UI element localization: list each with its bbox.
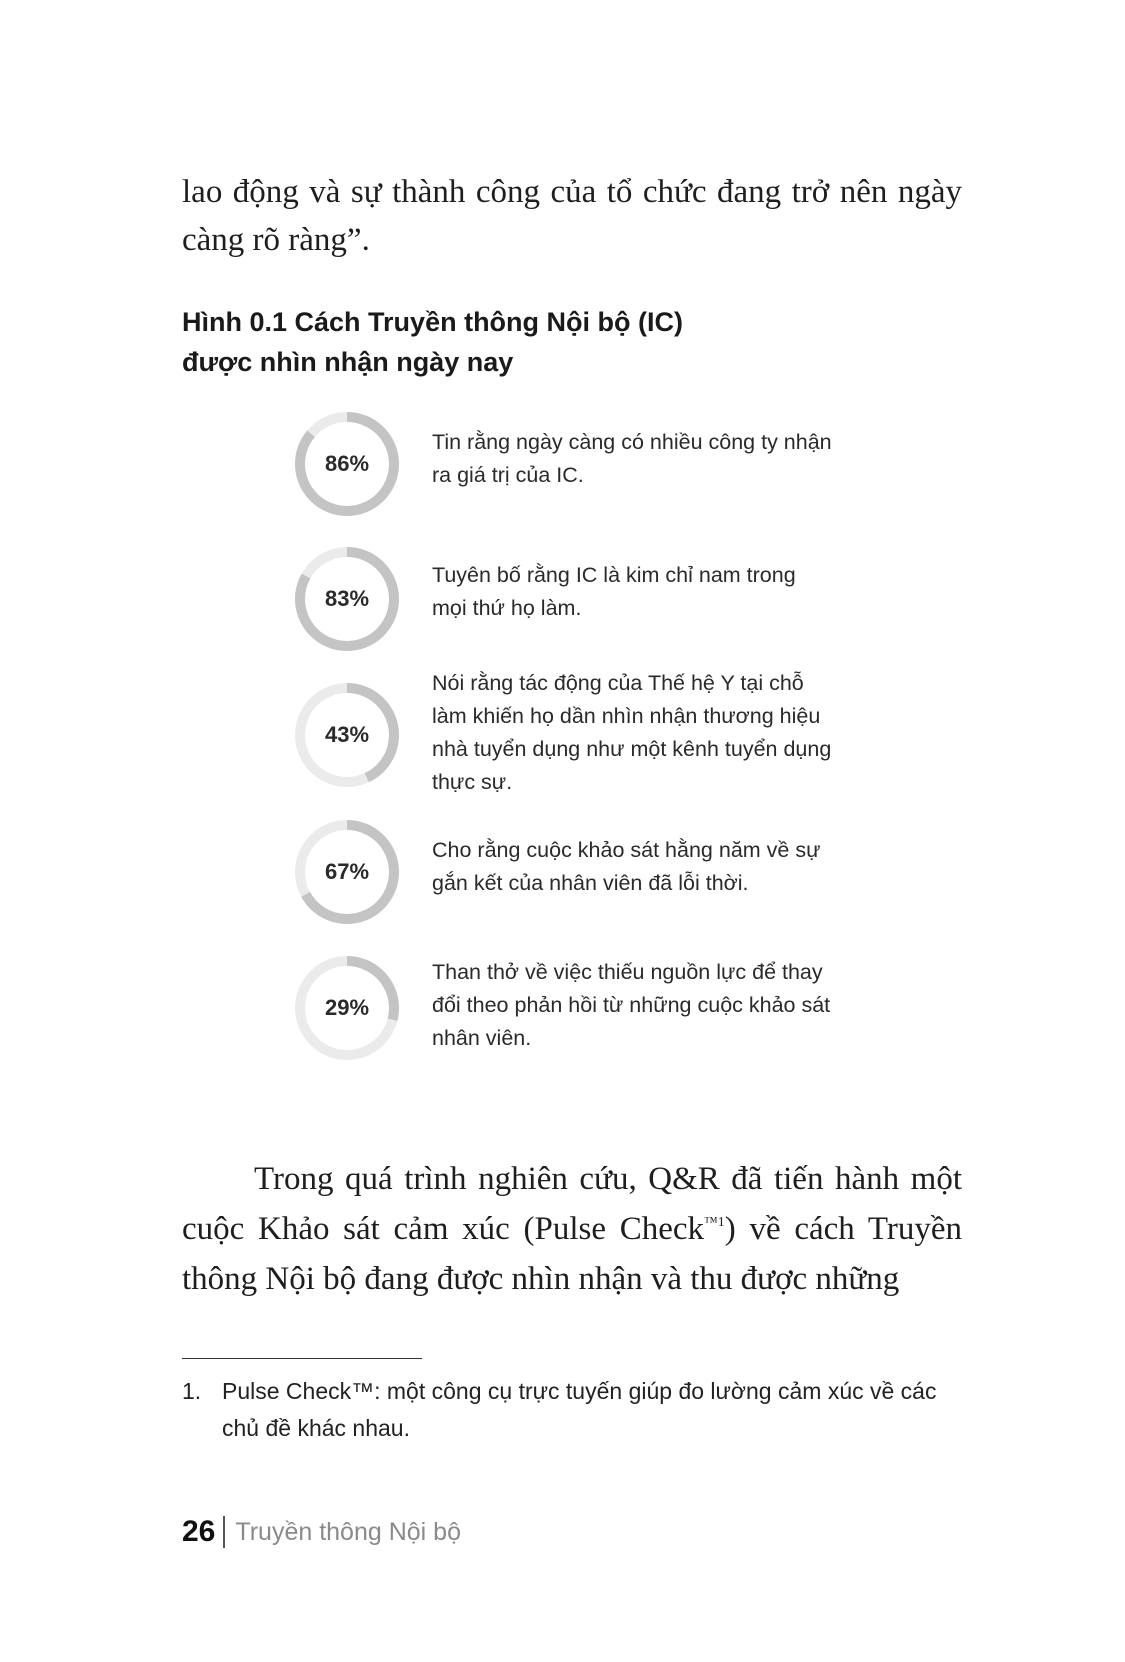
stat-row	[292, 953, 832, 1063]
percent-label: 43%	[324, 722, 370, 747]
percent-label: 83%	[324, 586, 370, 611]
stat-row	[292, 544, 832, 654]
stat-description: Than thở về việc thiếu nguồn lực để thay đổi theo phản hồi từ những cuộc khảo sát nhân viên.	[432, 960, 831, 1050]
stat-row	[292, 817, 832, 927]
figure-title	[182, 302, 882, 382]
percent-label: 86%	[324, 451, 370, 476]
body-paragraph	[182, 1154, 962, 1304]
percent-label: 67%	[324, 859, 370, 884]
stat-description: Nói rằng tác động của Thế hệ Y tại chỗ làm khiến họ dần nhìn nhận thương hiệu nhà tuyển dụng như một kênh tuyển dụng thực sự.	[432, 671, 832, 794]
page-number: 26	[182, 1515, 216, 1548]
footnote-reference[interactable]: ™1	[704, 1215, 725, 1230]
footer-separator	[223, 1516, 225, 1548]
body-text-after-note: ) về cách Truyền thông Nội bộ đang được nhìn nhận và thu được những	[182, 1211, 962, 1297]
footnote-text: Pulse Check™: một công cụ trực tuyến giúp đo lường cảm xúc về các chủ đề khác nhau.	[222, 1378, 937, 1441]
stat-description: Cho rằng cuộc khảo sát hằng năm về sự gắn kết của nhân viên đã lỗi thời.	[432, 838, 821, 895]
stat-row	[292, 409, 832, 519]
percent-label: 29%	[324, 995, 370, 1020]
stat-description: Tuyên bố rằng IC là kim chỉ nam trong mọi thứ họ làm.	[432, 563, 796, 620]
intro-paragraph: lao động và sự thành công của tổ chức đang trở nên ngày càng rõ ràng”.	[182, 174, 962, 258]
footnote-number: 1.	[182, 1378, 202, 1404]
footnote-divider	[182, 1358, 422, 1359]
page-footer	[182, 1512, 461, 1552]
figure-title-line-1: Hình 0.1 Cách Truyền thông Nội bộ (IC)	[182, 307, 684, 337]
running-title: Truyền thông Nội bộ	[235, 1517, 461, 1546]
body-text-before-note: Trong quá trình nghiên cứu, Q&R đã tiến hành một cuộc Khảo sát cảm xúc (Pulse Check	[182, 1161, 962, 1247]
stat-description: Tin rằng ngày càng có nhiều công ty nhận ra giá trị của IC.	[432, 430, 832, 487]
figure-title-line-2: được nhìn nhận ngày nay	[182, 347, 514, 377]
stat-row	[292, 671, 832, 794]
